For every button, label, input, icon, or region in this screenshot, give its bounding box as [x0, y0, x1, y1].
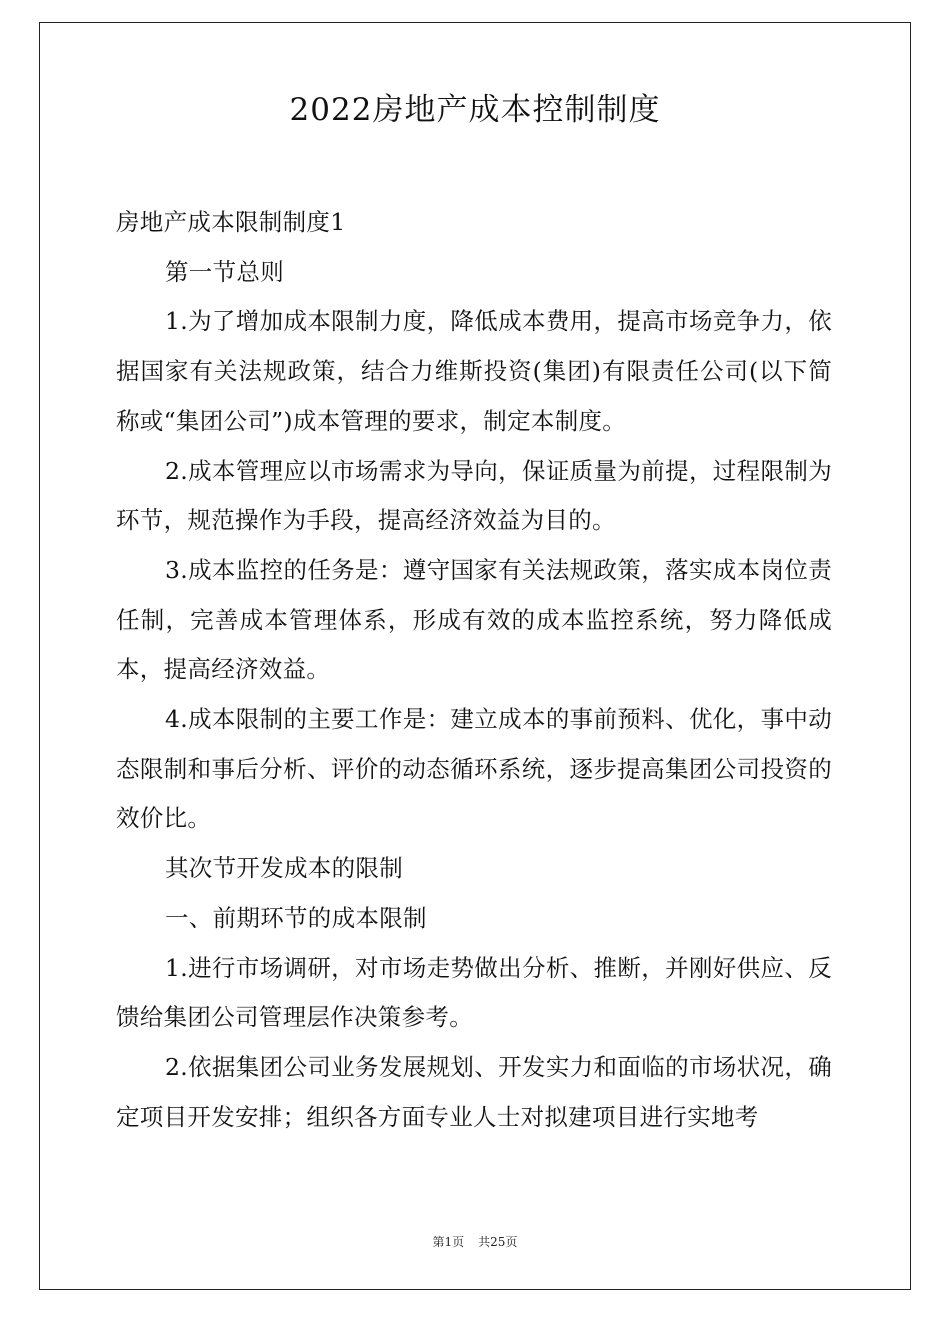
- document-body: [116, 198, 832, 1142]
- paragraph: 1.进行市场调研，对市场走势做出分析、推断，并刚好供应、反馈给集团公司管理层作决策参考。: [116, 953, 832, 1032]
- paragraph: 2.依据集团公司业务发展规划、开发实力和面临的市场状况，确定项目开发安排；组织各方面专业人士对拟建项目进行实地考: [116, 1052, 832, 1131]
- subsection-heading: 一、前期环节的成本限制: [165, 903, 427, 932]
- paragraph: 3.成本监控的任务是：遵守国家有关法规政策，落实成本岗位责任制，完善成本管理体系，形成有效的成本监控系统，努力降低成本，提高经济效益。: [116, 555, 832, 684]
- chapter-heading: 第一节总则: [165, 257, 284, 286]
- section-heading: 房地产成本限制制度1: [116, 208, 346, 236]
- page-footer: [0, 1234, 950, 1250]
- chapter-heading: 其次节开发成本的限制: [165, 854, 403, 883]
- paragraph: 2.成本管理应以市场需求为导向，保证质量为前提，过程限制为环节，规范操作为手段，提高经济效益为目的。: [116, 456, 832, 535]
- page-total: 共25页: [478, 1235, 518, 1249]
- paragraph: 1.为了增加成本限制力度，降低成本费用，提高市场竞争力，依据国家有关法规政策，结合力维斯投资(集团)有限责任公司(以下简称或“集团公司”)成本管理的要求，制定本制度。: [116, 307, 832, 435]
- document-title: 2022房地产成本控制制度: [289, 92, 661, 128]
- paragraph: 4.成本限制的主要工作是：建立成本的事前预料、优化，事中动态限制和事后分析、评价的动态循环系统，逐步提高集团公司投资的效价比。: [116, 705, 832, 833]
- page-number: 第1页: [432, 1235, 465, 1249]
